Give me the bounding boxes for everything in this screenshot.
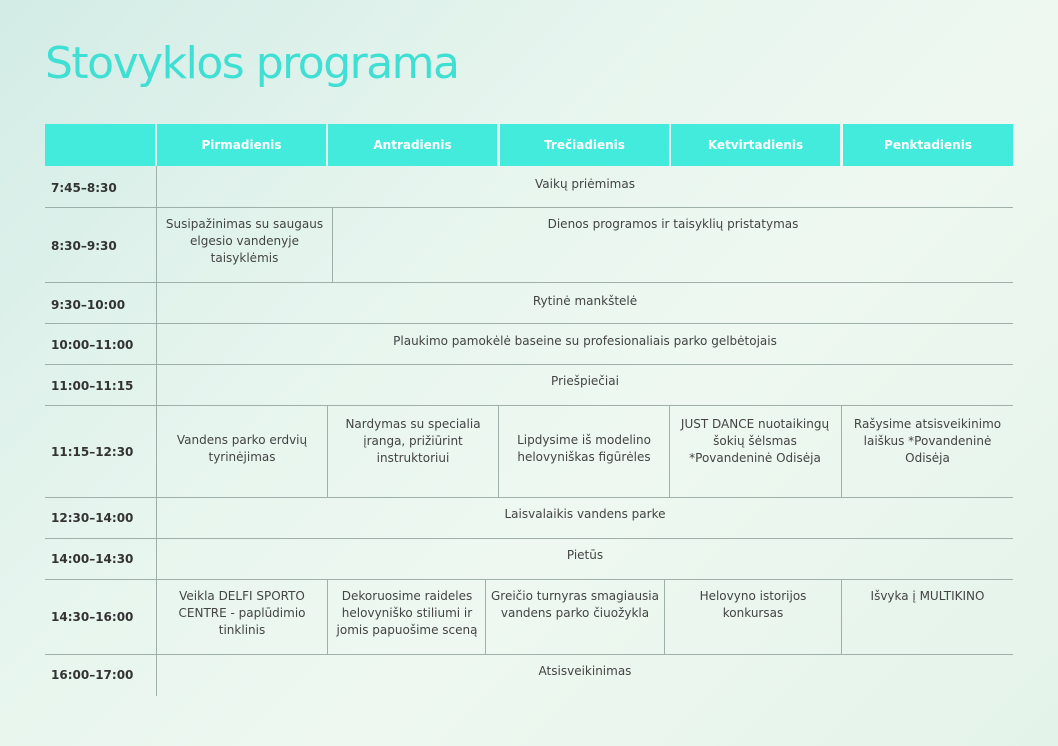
- time-slot: 16:00–17:00: [51, 668, 134, 682]
- activity-cell: Dienos programos ir taisyklių pristatymas: [547, 217, 799, 231]
- time-slot: 8:30–9:30: [51, 239, 117, 253]
- day-header-wednesday: Trečiadienis: [500, 124, 669, 166]
- activity-cell: Išvyka į MULTIKINO: [870, 589, 985, 603]
- activity-cell: Dekoruosime raideles helovyniško stiliumi ir jomis papuošime sceną: [336, 589, 478, 637]
- schedule-row: [45, 166, 1013, 207]
- time-slot: 7:45–8:30: [51, 181, 117, 195]
- activity-cell: Lipdysime iš modelino helovyniškas figūrėles: [517, 433, 651, 464]
- schedule-row: [45, 364, 1013, 405]
- schedule-row: [45, 654, 1013, 696]
- activity-cell: Veikla DELFI SPORTO CENTRE - paplūdimio tinklinis: [178, 589, 306, 637]
- activity-cell: Pietūs: [566, 548, 604, 562]
- time-slot: 11:15–12:30: [51, 445, 134, 459]
- time-slot: 11:00–11:15: [51, 379, 134, 393]
- time-slot: 10:00–11:00: [51, 338, 134, 352]
- schedule-row: [45, 207, 1013, 282]
- activity-cell: Atsisveikinimas: [538, 664, 632, 678]
- header-row: [45, 124, 1013, 166]
- activity-cell: Greičio turnyras smagiausia vandens parko čiuožykla: [490, 589, 659, 620]
- page-title: Stovyklos programa: [45, 38, 459, 89]
- time-slot: 14:30–16:00: [51, 610, 134, 624]
- day-header-thursday: Ketvirtadienis: [671, 124, 840, 166]
- schedule-row: [45, 323, 1013, 364]
- activity-cell: Helovyno istorijos konkursas: [699, 589, 807, 620]
- activity-cell: Nardymas su specialia įranga, prižiūrint instruktoriui: [345, 417, 481, 465]
- schedule-row: [45, 497, 1013, 538]
- time-slot: 14:00–14:30: [51, 552, 134, 566]
- schedule-row: [45, 282, 1013, 323]
- schedule-row: [45, 538, 1013, 579]
- day-header-friday: Penktadienis: [843, 124, 1013, 166]
- activity-cell: Rytinė mankštelė: [532, 294, 638, 308]
- day-header-monday: Pirmadienis: [157, 124, 326, 166]
- activity-cell: Plaukimo pamokėlė baseine su profesionaliais parko gelbėtojais: [393, 334, 777, 348]
- activity-cell: Vandens parko erdvių tyrinėjimas: [176, 433, 308, 464]
- activity-cell: Priešpiečiai: [551, 374, 619, 388]
- activity-cell: Vaikų priėmimas: [535, 177, 635, 191]
- schedule-row: [45, 405, 1013, 497]
- activity-cell: Rašysime atsisveikinimo laiškus *Povandeninė Odisėja: [853, 417, 1002, 465]
- time-slot: 12:30–14:00: [51, 511, 134, 525]
- time-header-cell: [45, 124, 155, 166]
- day-header-tuesday: Antradienis: [328, 124, 497, 166]
- activity-cell: Laisvalaikis vandens parke: [504, 507, 666, 521]
- time-slot: 9:30–10:00: [51, 298, 126, 312]
- activity-cell: JUST DANCE nuotaikingų šokių šėlsmas *Povandeninė Odisėja: [680, 417, 830, 465]
- schedule-row: [45, 579, 1013, 654]
- activity-cell: Susipažinimas su saugaus elgesio vandenyje taisyklėmis: [165, 217, 324, 265]
